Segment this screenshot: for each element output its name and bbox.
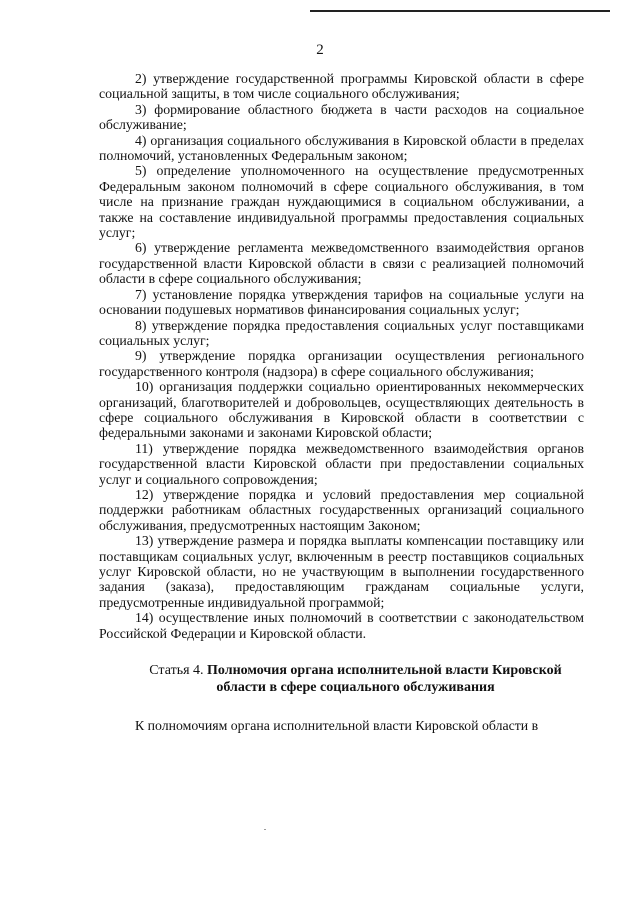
paragraph-item-2: 2) утверждение государственной программы Кировской области в сфере социальной защиты, в том числе социального обслуживания;: [99, 71, 584, 102]
paragraph-item-5: 5) определение уполномоченного на осуществление предусмотренных Федеральным законом полномочий в сфере социального обслуживания, в том числе на признание граждан нуждающимися в социальном обслуживании, а также на составление индивидуальной программы предоставления социальных услуг;: [99, 163, 584, 241]
paragraph-item-6: 6) утверждение регламента межведомственного взаимодействия органов государственной власти Кировской области в связи с реализацией полномочий области в сфере социального обслуживания;: [99, 240, 584, 287]
paragraph-item-14: 14) осуществление иных полномочий в соответствии с законодательством Российской Федерации и Кировской области.: [99, 610, 584, 641]
top-rule: [310, 10, 610, 12]
paragraph-item-8: 8) утверждение порядка предоставления социальных услуг поставщиками социальных услуг;: [99, 317, 584, 348]
paragraph-item-13: 13) утверждение размера и порядка выплаты компенсации поставщику или поставщикам социальных услуг, включенным в реестр поставщиков социальных услуг Кировской области, но не участвующим в выполнении государственного задания (заказа), предоставляющим гражданам социальные услуги, предусмотренные индивидуальной программой;: [99, 533, 584, 610]
article-heading: [99, 662, 584, 696]
paragraph-item-10: 10) организация поддержки социально ориентированных некоммерческих организаций, благотворителей и добровольцев, осуществляющих деятельность в сфере социального обслуживания в Кировской области в соответствии с федеральными законами и законами Кировской области;: [99, 379, 584, 441]
paragraph-item-7: 7) установление порядка утверждения тарифов на социальные услуги на основании подушевых нормативов финансирования социальных услуг;: [99, 286, 584, 318]
article-title: Полномочия органа исполнительной власти Кировской области в сфере социального обслуживания: [207, 663, 562, 696]
paragraph-item-12: 12) утверждение порядка и условий предоставления мер социальной поддержки работникам областных государственных организаций социального обслуживания, предусмотренных настоящим Законом;: [99, 486, 584, 533]
page-number: 2: [316, 42, 324, 58]
scan-artifact: [264, 829, 266, 830]
document-body: [99, 71, 584, 733]
paragraph-item-3: 3) формирование областного бюджета в части расходов на социальное обслуживание;: [99, 101, 584, 133]
paragraph-item-11: 11) утверждение порядка межведомственного взаимодействия органов государственной власти Кировской области при предоставлении социальных услуг и социального сопровождения;: [99, 440, 584, 487]
paragraph-item-9: 9) утверждение порядка организации осуществления регионального государственного контроля (надзора) в сфере социального обслуживания;: [99, 348, 584, 379]
article-number: Статья 4.: [149, 663, 204, 679]
paragraph-item-4: 4) организация социального обслуживания в Кировской области в пределах полномочий, установленных Федеральным законом;: [99, 132, 584, 164]
article-intro-paragraph: К полномочиям органа исполнительной власти Кировской области в: [135, 718, 539, 734]
